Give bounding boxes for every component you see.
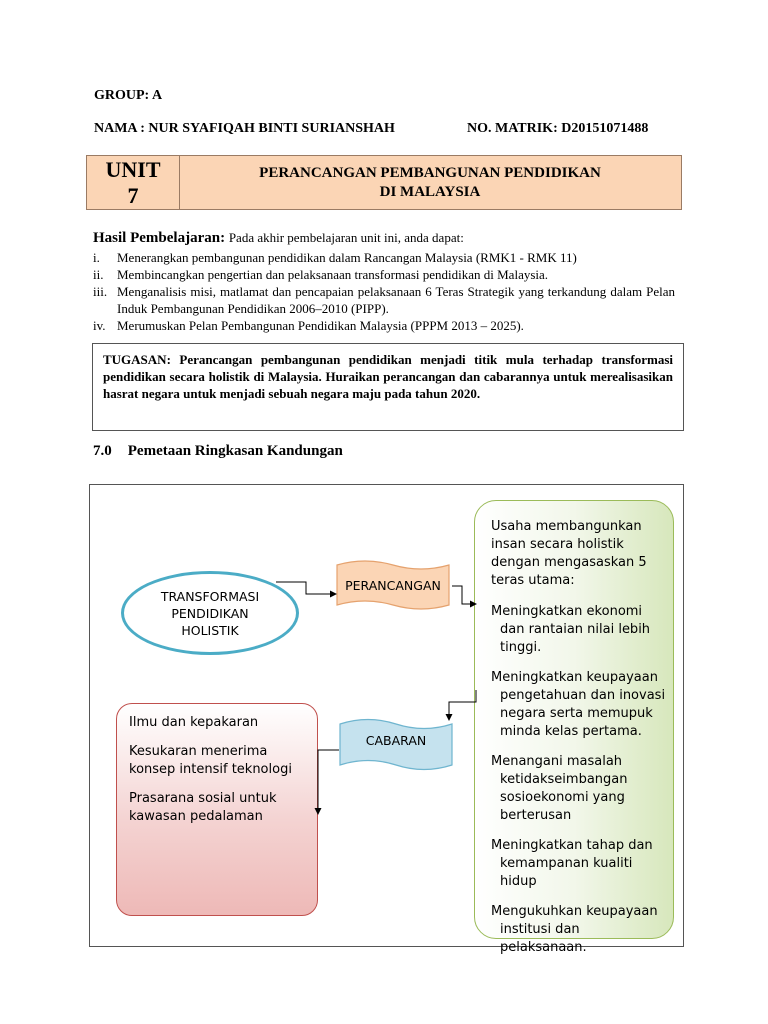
list-item [93, 317, 675, 334]
student-name: NAMA : NUR SYAFIQAH BINTI SURIANSHAH [94, 121, 395, 136]
cabaran-item: Kesukaran menerima konsep intensif teknologi [129, 744, 292, 777]
list-item-text: Menganalisis misi, matlamat dan pencapaian pelaksanaan 6 Teras Strategik yang terkandung dalam Pelan Induk Pembangunan Pendidikan 2006–2010 (PIPP). [117, 284, 675, 316]
cabaran-item: Ilmu dan kepakaran [129, 715, 259, 730]
unit-title [180, 156, 680, 209]
unit-label [87, 156, 180, 209]
assignment-box [92, 343, 684, 431]
list-item [93, 249, 675, 266]
usaha-intro: Usaha membangunkan insan secara holistik dengan mengasaskan 5 teras utama: [491, 519, 647, 588]
learning-outcomes-label: Hasil Pembelajaran: [93, 230, 226, 246]
unit-header-box [86, 155, 682, 210]
list-item-number: i. [93, 250, 100, 265]
cabaran-label: CABARAN [365, 732, 427, 748]
unit-title-line2: DI MALAYSIA [379, 183, 481, 200]
perancangan-label: PERANCANGAN [345, 578, 441, 593]
teras-item: Menangani masalah ketidakseimbangan sosioekonomi yang berterusan [491, 754, 628, 823]
cabaran-banner [338, 717, 454, 773]
transformasi-label: TRANSFORMASI PENDIDIKAN HOLISTIK [160, 588, 260, 638]
list-item-number: ii. [93, 267, 104, 282]
learning-outcomes-list [93, 249, 675, 334]
teras-item: Mengukuhkan keupayaan institusi dan pelaksanaan. [491, 904, 658, 955]
unit-number: 7 [127, 183, 139, 208]
learning-outcomes-heading [93, 230, 464, 247]
group-label: GROUP: A [94, 88, 163, 103]
cabaran-items-box [116, 703, 318, 916]
transformasi-oval [121, 571, 299, 655]
list-item [93, 283, 675, 317]
teras-text [491, 518, 666, 969]
list-item-text: Membincangkan pengertian dan pelaksanaan transformasi pendidikan di Malaysia. [117, 267, 549, 282]
matric-number: NO. MATRIK: D20151071488 [467, 121, 649, 136]
list-item-text: Merumuskan Pelan Pembangunan Pendidikan Malaysia (PPPM 2013 – 2025). [117, 318, 524, 333]
assignment-text: TUGASAN: Perancangan pembangunan pendidikan menjadi titik mula terhadap transformasi pendidikan secara holistik di Malaysia. Huraikan perancangan dan cabarannya untuk merealisasikan hasrat negara untuk menjadi sebuah negara maju pada tahun 2020. [103, 352, 673, 401]
section-title [93, 443, 343, 460]
section-title-text: Pemetaan Ringkasan Kandungan [127, 443, 343, 459]
cabaran-item: Prasarana sosial untuk kawasan pedalaman [129, 791, 277, 824]
learning-outcomes-intro: Pada akhir pembelajaran unit ini, anda dapat: [228, 230, 464, 245]
section-number: 7.0 [93, 443, 112, 459]
perancangan-banner [335, 559, 451, 612]
list-item-number: iv. [93, 318, 106, 333]
teras-item: Meningkatkan keupayaan pengetahuan dan inovasi negara serta memupuk minda kelas pertama. [491, 670, 666, 739]
unit-label-word: UNIT [105, 157, 161, 182]
list-item-number: iii. [93, 284, 108, 299]
unit-title-line1: PERANCANGAN PEMBANGUNAN PENDIDIKAN [259, 164, 601, 181]
list-item-text: Menerangkan pembangunan pendidikan dalam Rancangan Malaysia (RMK1 - RMK 11) [117, 250, 577, 265]
list-item [93, 266, 675, 283]
teras-item: Meningkatkan ekonomi dan rantaian nilai lebih tinggi. [491, 604, 651, 655]
teras-item: Meningkatkan tahap dan kemampanan kualiti hidup [491, 838, 653, 889]
